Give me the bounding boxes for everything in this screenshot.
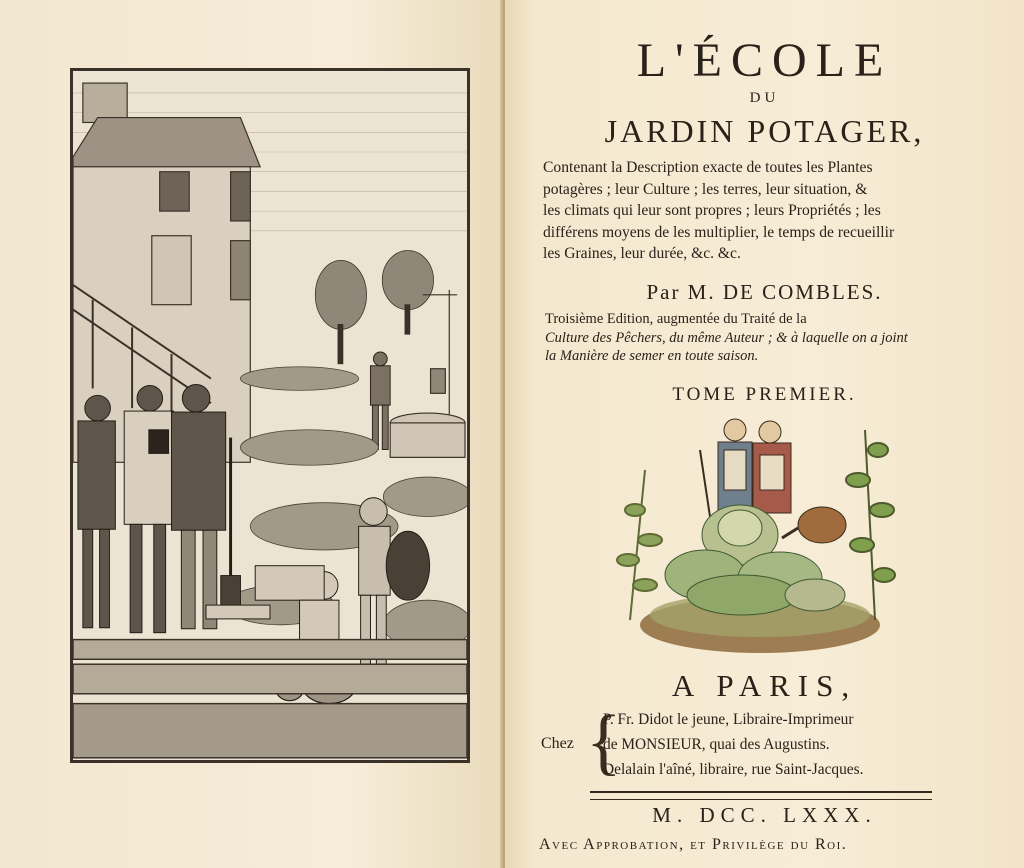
description-line: différens moyens de les multiplier, le temps de recueillir (543, 223, 895, 241)
edition-line: la Manière de semer en toute saison. (545, 348, 759, 364)
author-line: Par M. DE COMBLES. (646, 280, 883, 304)
book-title: L'ÉCOLE (636, 34, 893, 87)
edition-line: Culture des Pêchers, du même Auteur ; & à laquelle on a joint (545, 329, 908, 346)
brace-ornament: { (586, 701, 622, 783)
title-page (505, 0, 1024, 868)
publication-year: M. DCC. LXXX. (652, 803, 877, 827)
publisher-line: Delalain l'aîné, libraire, rue Saint-Jacques. (603, 761, 864, 778)
left-page (0, 0, 503, 868)
description-line: Contenant la Description exacte de toutes les Plantes (543, 159, 873, 176)
description-block (543, 157, 995, 265)
privilege-line: Avec Approbation, et Privilège du Roi. (539, 836, 848, 853)
book-subtitle: JARDIN POTAGER, (604, 113, 925, 149)
publisher-chez: Chez (541, 735, 574, 752)
edition-line: Troisième Edition, augmentée du Traité de la (545, 311, 807, 327)
edition-block (545, 310, 995, 366)
description-line: potagères ; leur Culture ; les terres, leur situation, & (543, 180, 868, 198)
volume-label: TOME PREMIER. (672, 384, 857, 405)
description-line: les climats qui leur sont propres ; leurs Propriétés ; les (543, 202, 881, 220)
title-connector: DU (749, 90, 780, 106)
right-page (505, 0, 1024, 868)
publisher-line: P. Fr. Didot le jeune, Libraire-Imprimeur (603, 711, 854, 728)
imprint-place: A PARIS, (671, 668, 858, 703)
double-rule (590, 791, 932, 800)
description-line: les Graines, leur durée, &c. &c. (543, 245, 741, 263)
frontispiece-engraving (70, 68, 470, 763)
gardeners-vignette (600, 410, 920, 660)
vignette-illustration (600, 410, 920, 660)
publisher-lines (603, 707, 863, 782)
engraving-illustration (73, 71, 467, 760)
publisher-line: de MONSIEUR, quai des Augustins. (603, 736, 830, 753)
publisher-block (541, 701, 1001, 785)
group-of-men (78, 384, 241, 632)
